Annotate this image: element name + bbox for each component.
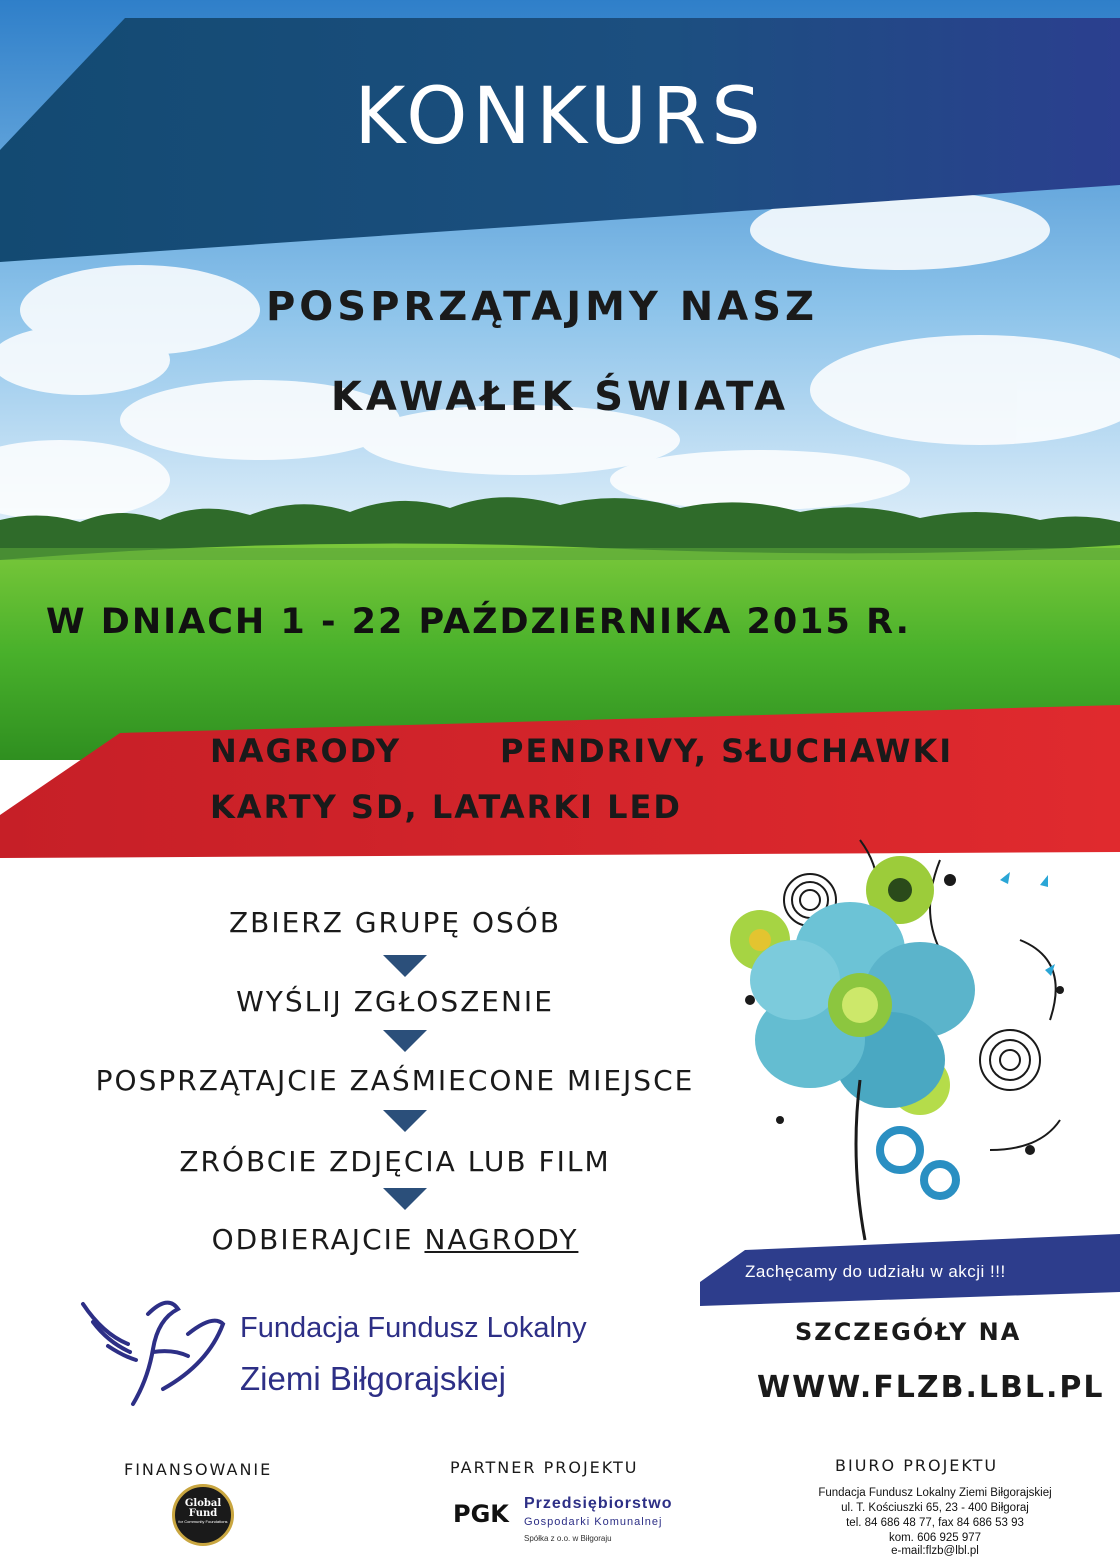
- office-email[interactable]: e-mail:flzb@lbl.pl: [891, 1545, 979, 1557]
- foundation-bird-logo: [78, 1294, 228, 1414]
- office-line: ul. T. Kościuszki 65, 23 - 400 Biłgoraj: [841, 1502, 1029, 1514]
- financing-label: FINANSOWANIE: [124, 1460, 273, 1479]
- partner-label: PARTNER PROJEKTU: [450, 1458, 639, 1477]
- step-arrow-icon: [383, 1110, 427, 1132]
- prizes-label: NAGRODY: [210, 732, 402, 770]
- foundation-name-line-1: Fundacja Fundusz Lokalny: [240, 1312, 587, 1344]
- step-2: WYŚLIJ ZGŁOSZENIE: [236, 985, 554, 1018]
- details-label: SZCZEGÓŁY NA: [795, 1318, 1022, 1346]
- step-5-text: ODBIERAJCIE: [211, 1223, 414, 1256]
- office-label: BIURO PROJEKTU: [835, 1456, 999, 1475]
- office-line: kom. 606 925 977: [888, 1532, 982, 1544]
- step-arrow-icon: [383, 955, 427, 977]
- subtitle-line-1: POSPRZĄTAJMY NASZ: [265, 284, 819, 330]
- office-line: tel. 84 686 48 77, fax 84 686 53 93: [846, 1517, 1024, 1529]
- step-3: POSPRZĄTAJCIE ZAŚMIECONE MIEJSCE: [95, 1064, 695, 1097]
- global-fund-logo: [172, 1484, 234, 1546]
- partner-name-line-2: Gospodarki Komunalnej: [524, 1516, 663, 1528]
- contest-dates: W DNIACH 1 - 22 PAŹDZIERNIKA 2015 R.: [46, 602, 911, 642]
- partner-logo: PGK: [453, 1500, 509, 1528]
- foundation-name-line-2: Ziemi Biłgorajskiej: [240, 1360, 506, 1397]
- step-arrow-icon: [383, 1030, 427, 1052]
- partner-name-line-1: Przedsiębiorstwo: [524, 1495, 673, 1512]
- office-line: Fundacja Fundusz Lokalny Ziemi Biłgorajskiej: [818, 1487, 1052, 1499]
- step-arrow-icon: [383, 1188, 427, 1210]
- global-fund-logo-line-2: Fund: [188, 1508, 218, 1519]
- global-fund-logo-line-1: Global: [184, 1498, 222, 1509]
- details-url-link[interactable]: WWW.FLZB.LBL.PL: [757, 1370, 1105, 1405]
- call-to-action: Zachęcamy do udziału w akcji !!!: [745, 1262, 1006, 1281]
- prizes-line-1: PENDRIVY, SŁUCHAWKI: [500, 732, 954, 770]
- subtitle-line-2: KAWAŁEK ŚWIATA: [330, 374, 790, 420]
- flower-illustration: [690, 820, 1110, 1250]
- step-4: ZRÓBCIE ZDJĘCIA LUB FILM: [179, 1145, 611, 1178]
- prizes-line-2: KARTY SD, LATARKI LED: [210, 788, 682, 826]
- poster-title: KONKURS: [354, 72, 766, 162]
- global-fund-logo-line-3: for Community Foundations: [178, 1519, 228, 1524]
- step-5-underlined: NAGRODY: [424, 1223, 579, 1256]
- step-1: ZBIERZ GRUPĘ OSÓB: [228, 906, 562, 939]
- step-5: [0, 1223, 790, 1256]
- partner-name-line-3: Spółka z o.o. w Biłgoraju: [524, 1534, 612, 1543]
